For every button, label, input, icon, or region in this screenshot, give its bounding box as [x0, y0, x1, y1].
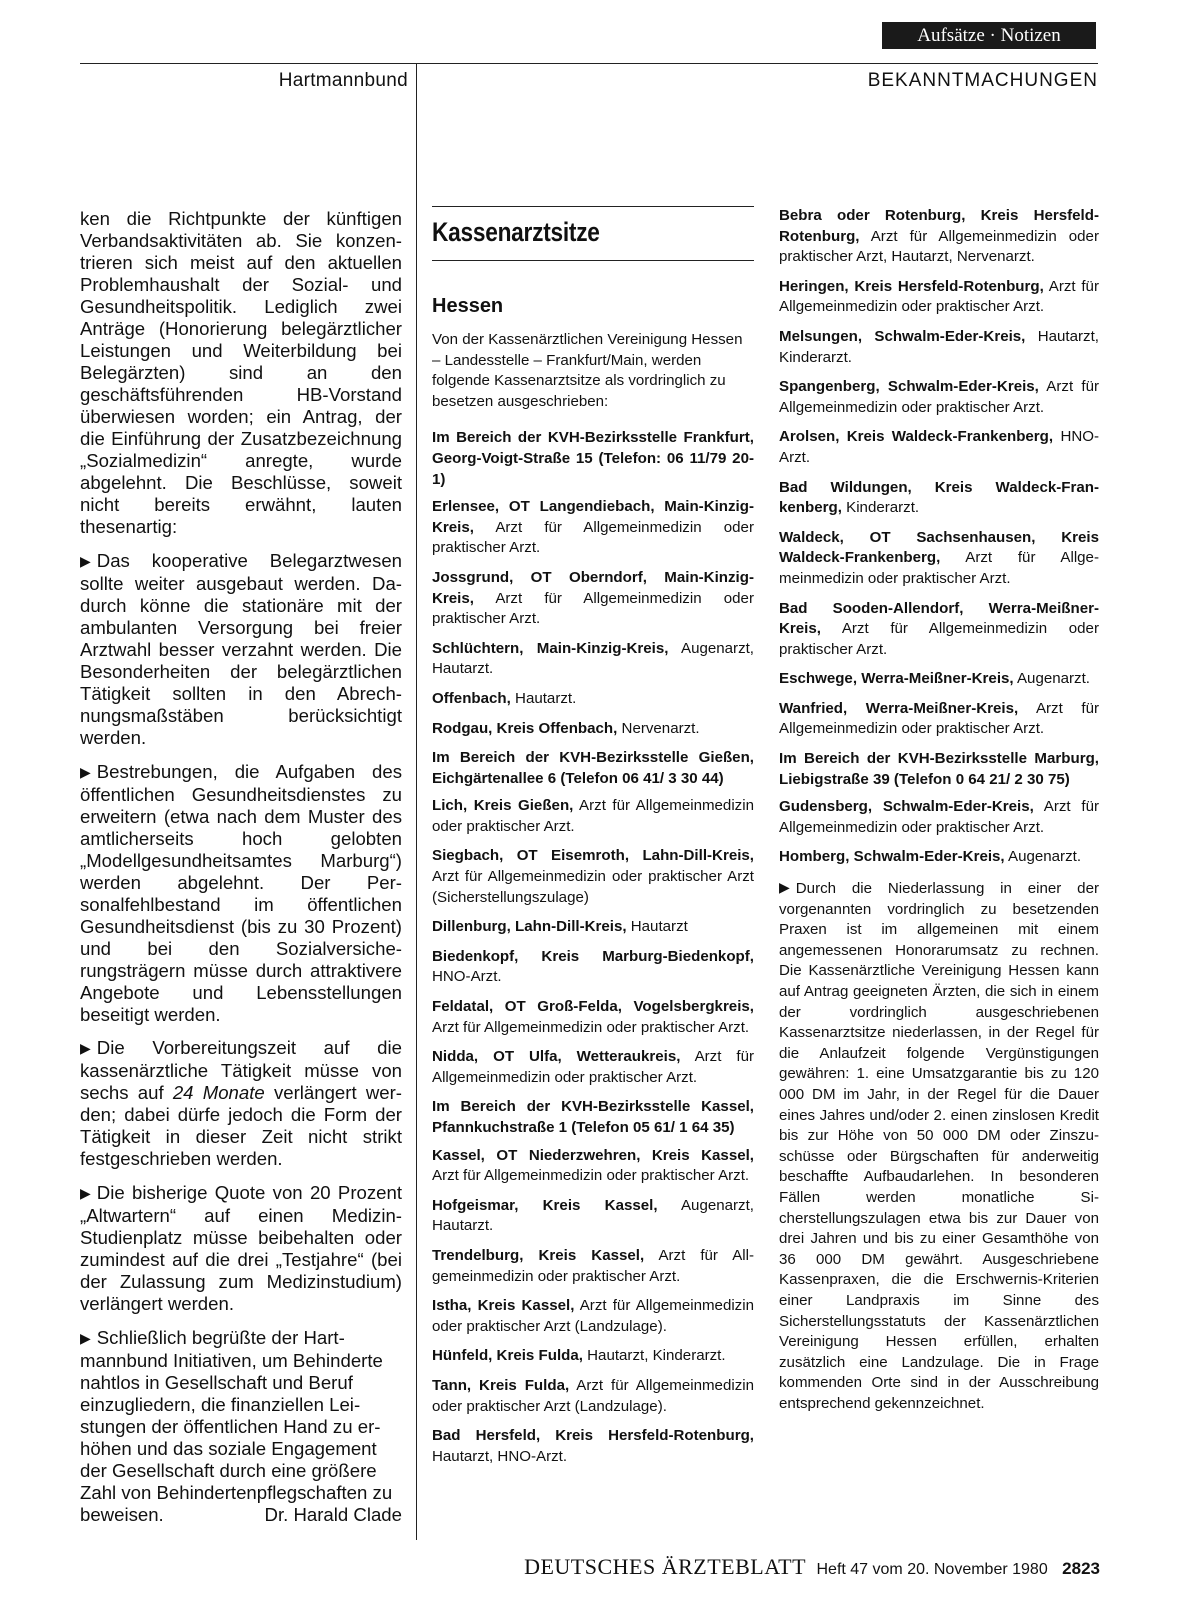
- listing-title: Kassenarztsitze: [432, 217, 600, 247]
- entry-place: Hünfeld, Kreis Fulda,: [432, 1347, 583, 1365]
- emphasis: 24 Monate: [172, 1082, 265, 1104]
- district-heading: Im Bereich der KVH-Bezirksstelle Marburg, Liebigstraße 39 (Telefon 0 64 21/ 2 30 75): [779, 750, 1099, 788]
- entry-list: [432, 796, 754, 1088]
- listing-entry: [432, 1146, 754, 1187]
- entry-place: Biedenkopf, Kreis Marburg-Biedenkopf,: [432, 947, 754, 965]
- listing-entry: [432, 1346, 754, 1367]
- listing-entry: [432, 719, 754, 740]
- entry-specialty: Arzt für Allgemeinmedizin oder praktischer Arzt.: [432, 1167, 750, 1185]
- district-heading: Im Bereich der KVH-Bezirksstelle Frankfurt, Georg-Voigt-Straße 15 (Telefon: 06 11/79 20-1): [432, 429, 754, 488]
- listing-entry: [432, 846, 754, 908]
- listing-intro: Von der Kassenärztlichen Vereinigung Hessen – Landesstelle – Frankfurt/Main, werden folgende Kassenarztsitze als vordringlich zu besetzen ausgeschrieben:: [432, 331, 743, 410]
- listing-entry: [779, 528, 1099, 590]
- entry-place: Waldeck, OT Sachsenhausen, Kreis Waldeck-Frankenberg,: [779, 528, 1099, 567]
- triangle-bullet-icon: ▶: [80, 1185, 91, 1202]
- entry-specialty: HNO-Arzt.: [779, 428, 1100, 466]
- entry-specialty: Hautarzt, Kinderarzt.: [779, 327, 1099, 366]
- title-rule-top: [432, 206, 754, 207]
- column-divider: [416, 63, 417, 1540]
- journal-name: DEUTSCHES ÄRZTEBLATT: [524, 1554, 807, 1579]
- district-heading: Im Bereich der KVH-Bezirksstelle Kassel, Pfannkuchstraße 1 (Telefon 05 61/ 1 64 35): [432, 1098, 754, 1136]
- listing-entry: [779, 699, 1099, 740]
- listing-entry: [779, 327, 1099, 368]
- page-number: 2823: [1062, 1559, 1100, 1578]
- entry-specialty: Hautarzt.: [515, 689, 577, 707]
- entry-place: Heringen, Kreis Hersfeld-Rotenburg,: [779, 277, 1044, 295]
- listing-entry: [432, 568, 754, 630]
- entry-specialty: Arzt für Allgemeinmedizin oder praktischer Arzt.: [432, 589, 754, 628]
- triangle-bullet-icon: ▶: [80, 1329, 91, 1346]
- entry-specialty: Arzt für Allgemeinmedizin oder praktischer Arzt.: [779, 378, 1099, 416]
- entry-list: [432, 497, 754, 739]
- listing-entry: [779, 599, 1099, 661]
- entry-place: Kassel, OT Niederzwehren, Kreis Kassel,: [432, 1146, 754, 1164]
- entry-specialty: Arzt für Allgemeinmedizin oder praktischer Arzt.: [779, 798, 1099, 836]
- entry-place: Feldatal, OT Groß-Felda, Vogelsbergkreis,: [432, 998, 754, 1016]
- entry-place: Dillenburg, Lahn-Dill-Kreis,: [432, 918, 627, 936]
- listing-entry: [779, 377, 1099, 418]
- entry-place: Bebra oder Rotenburg, Kreis Hersfeld-Rotenburg,: [779, 207, 1099, 245]
- page-footer: [420, 1554, 1100, 1580]
- listing-column-2: [779, 206, 1099, 1423]
- triangle-bullet-icon: ▶: [80, 763, 91, 780]
- entry-place: Bad Hersfeld, Kreis Hersfeld-Rotenburg,: [432, 1427, 754, 1445]
- entry-place: Bad Sooden-Allendorf, Werra-Meißner-Kreis,: [779, 599, 1099, 638]
- listing-entry: [432, 796, 754, 837]
- article-paragraph: ▶ Die Vorbereitungszeit auf die kassenärztliche Tätigkeit müsse von sechs auf 24 Monate verlängert werden; dabei dürfe jedoch die Form der Tätigkeit in dieser Zeit nicht strikt festgeschrieben werden.: [80, 1037, 402, 1170]
- header-rule: [80, 63, 1098, 64]
- entry-specialty: Arzt für Allgemeinmedizin oder praktischer Arzt.: [432, 1048, 754, 1086]
- entry-place: Wanfried, Werra-Meißner-Kreis,: [779, 699, 1019, 717]
- entry-place: Lich, Kreis Gießen,: [432, 797, 574, 815]
- entry-place: Rodgau, Kreis Offenbach,: [432, 719, 618, 737]
- author-signature: Dr. Harald Clade: [264, 1503, 402, 1525]
- listing-entry: [779, 427, 1099, 468]
- entry-place: Gudensberg, Schwalm-Eder-Kreis,: [779, 798, 1034, 816]
- entry-place: Erlensee, OT Langendiebach, Main-Kinzig-Kreis,: [432, 498, 754, 536]
- state-heading: Hessen: [432, 295, 504, 317]
- listing-entry: [432, 1246, 754, 1287]
- entry-place: Tann, Kreis Fulda,: [432, 1376, 570, 1394]
- entry-specialty: Arzt für Allgemeinmedizin oder praktischer Arzt, Hautarzt, Nervenarzt.: [779, 227, 1099, 266]
- article-paragraph: ken die Richtpunkte der künftigen Verbandsaktivitäten ab. Sie konzentrieren sich meist auf den aktuellen Problemhaushalt der Sozial- und Gesundheitspolitik. Lediglich zwei Anträge (Honorierung belegärztlicher Leistungen und Weiterbildung bei Belegärzten) sind an den geschäftsführenden HB-Vorstand überwiesen worden; ein Antrag, der die Einführung der Zusatzbezeichnung „Sozialmedizin“ anregte, wurde abgelehnt. Die Beschlüsse, soweit nicht bereits erwähnt, lauten thesenartig:: [80, 208, 402, 537]
- entry-specialty: Kinderarzt.: [846, 499, 920, 517]
- entry-place: Jossgrund, OT Oberndorf, Main-Kinzig-Kreis,: [432, 568, 754, 607]
- triangle-bullet-icon: ▶: [80, 1040, 91, 1057]
- entry-place: Nidda, OT Ulfa, Wetteraukreis,: [432, 1048, 681, 1066]
- listing-entry: [779, 206, 1099, 268]
- entry-specialty: Augenarzt.: [1016, 670, 1090, 688]
- closing-paragraph: ▶ Durch die Niederlassung in einer der vorgenannten vordringlich zu besetzenden Praxen ist im allgemeinen mit einem angemessenen Honorarumsatz zu rechnen. Die Kassenärztliche Vereinigung Hessen kann auf Antrag geeigneten Ärzten, die sich in einem der vordringlich ausgeschriebenen Kassenarztsitze niederlassen, in der Regel für die Anlaufzeit folgende Vergünstigungen gewähren: 1. eine Umsatzgarantie bis zu 120 000 DM im Jahr, in der Regel für die Dauer eines Jahres und/oder 2. einen zinslosen Kredit bis zur Höhe von 50 000 DM oder Zinszuschüsse oder Bürgschaften für anderweitig beschaffte Aufbaudarlehen. In besonderen Fällen werden monatliche Sicherstellungszulagen etwa bis zur Dauer von drei Jahren und bis zu einer Gesamthöhe von 36 000 DM gewährt. Ausgeschriebene Kassenpraxen, die die Erschwernis-Kriterien einer Landpraxis im Sinne des Sicherstellungsstatuts der Kassenärztlichen Vereinigung Hessen erfüllen, erhalten zusätzlich eine Landzulage. Die in Frage kommenden Orte sind in der Ausschreibung entsprechend gekennzeichnet.: [779, 879, 1099, 1412]
- entry-specialty: Arzt für Allgemeinmedizin oder praktischer Arzt (Landzulage).: [432, 1297, 754, 1335]
- listing-entry: [432, 1376, 754, 1417]
- entry-specialty: Arzt für Allgemeinmedizin oder praktischer Arzt.: [779, 277, 1099, 316]
- listing-entry: [432, 917, 754, 938]
- entry-list: [432, 1146, 754, 1468]
- triangle-bullet-icon: ▶: [80, 552, 91, 569]
- listing-entry: [432, 639, 754, 680]
- section-tag: Aufsätze · Notizen: [882, 22, 1096, 49]
- entry-list: [779, 206, 1099, 740]
- entry-specialty: Arzt für Allgemeinmedizin oder praktischer Arzt.: [432, 1246, 755, 1285]
- district-heading: Im Bereich der KVH-Bezirksstelle Gießen, Eichgärtenallee 6 (Telefon 06 41/ 3 30 44): [432, 749, 754, 787]
- entry-specialty: Arzt für Allgemeinmedizin oder praktischer Arzt.: [779, 549, 1099, 587]
- entry-specialty: Augenarzt, Hautarzt.: [432, 639, 754, 678]
- entry-place: Melsungen, Schwalm-Eder-Kreis,: [779, 327, 1026, 345]
- triangle-bullet-icon: ▶: [779, 879, 790, 896]
- listing-entry: [432, 997, 754, 1038]
- article-paragraph: ▶ Schließlich begrüßte der Hartmannbund Initiativen, um Behinderte nahtlos in Gesellschaft und Beruf einzugliedern, die finanziellen Leistungen der öffentlichen Hand zu erhöhen und das soziale Engagement der Gesellschaft durch eine größere Zahl von Behindertenpflegschaften zu beweisen. Dr. Harald Clade: [80, 1326, 402, 1525]
- entry-place: Siegbach, OT Eisemroth, Lahn-Dill-Kreis,: [432, 847, 754, 865]
- entry-list: [779, 797, 1099, 868]
- entry-specialty: Arzt für Allgemeinmedizin oder praktischer Arzt (Landzulage).: [432, 1376, 754, 1415]
- listing-entry: [779, 847, 1099, 868]
- listing-entry: [779, 478, 1099, 519]
- listing-entry: [432, 947, 754, 988]
- listing-entry: [432, 1296, 754, 1337]
- article-paragraph: ▶ Die bisherige Quote von 20 Prozent „Altwartern“ auf einen Medizin-Studienplatz müsse beibehalten oder zumindest auf die drei „Testjahre“ (bei der Zulassung zum Medizinstudium) verlängert werden.: [80, 1182, 402, 1315]
- entry-specialty: Arzt für Allgemeinmedizin oder praktischer Arzt (Sicherstellungszulage): [432, 868, 754, 906]
- entry-specialty: Augenarzt, Hautarzt.: [432, 1196, 754, 1235]
- entry-specialty: Nervenarzt.: [621, 719, 700, 737]
- entry-specialty: Arzt für Allgemeinmedizin oder praktischer Arzt.: [432, 797, 754, 835]
- header-left: Hartmannbund: [278, 70, 408, 91]
- listing-entry: [432, 1196, 754, 1237]
- entry-specialty: Hautarzt: [630, 918, 688, 936]
- entry-specialty: HNO-Arzt.: [432, 968, 502, 986]
- entry-place: Bad Wildungen, Kreis Waldeck-Frankenberg,: [779, 478, 1099, 517]
- listing-entry: [432, 1047, 754, 1088]
- entry-specialty: Hautarzt, HNO-Arzt.: [432, 1447, 568, 1465]
- entry-place: Spangenberg, Schwalm-Eder-Kreis,: [779, 378, 1039, 396]
- listing-column-1: [432, 206, 754, 1476]
- entry-place: Hofgeismar, Kreis Kassel,: [432, 1196, 658, 1214]
- entry-place: Schlüchtern, Main-Kinzig-Kreis,: [432, 639, 669, 657]
- entry-specialty: Arzt für Allgemeinmedizin oder praktischer Arzt.: [779, 699, 1099, 738]
- entry-place: Trendelburg, Kreis Kassel,: [432, 1246, 645, 1264]
- entry-place: Eschwege, Werra-Meißner-Kreis,: [779, 670, 1014, 688]
- title-rule-bottom: [432, 260, 754, 261]
- entry-specialty: Arzt für Allgemeinmedizin oder praktischer Arzt.: [432, 518, 754, 557]
- issue-info: Heft 47 vom 20. November 1980: [816, 1561, 1048, 1578]
- entry-specialty: Arzt für Allgemeinmedizin oder praktischer Arzt.: [432, 1018, 750, 1036]
- listing-entry: [779, 797, 1099, 838]
- entry-place: Offenbach,: [432, 689, 511, 707]
- article-paragraph: ▶ Bestrebungen, die Aufgaben des öffentlichen Gesundheitsdienstes zu erweitern (etwa nach dem Muster des amtlicherseits hoch gelobten „Modellgesundheitsamtes Marburg“) werden abgelehnt. Der Personalfehlbestand im öffentlichen Gesundheitsdienst (bis zu 30 Prozent) und bei den Sozialversicherungsträgern müsse durch attraktivere Angebote und Lebensstellungen beseitigt werden.: [80, 760, 402, 1025]
- listing-entry: [432, 689, 754, 710]
- listing-entry: [779, 277, 1099, 318]
- entry-place: Istha, Kreis Kassel,: [432, 1297, 575, 1315]
- listing-entry: [432, 497, 754, 559]
- header-right: BEKANNTMACHUNGEN: [867, 70, 1098, 91]
- entry-place: Homberg, Schwalm-Eder-Kreis,: [779, 848, 1005, 866]
- listing-entry: [779, 669, 1099, 690]
- listing-entry: [432, 1426, 754, 1467]
- article-column: [80, 208, 402, 1538]
- article-paragraph: ▶ Das kooperative Belegarztwesen sollte weiter ausgebaut werden. Dadurch könne die stationäre mit der ambulanten Versorgung bei freier Arztwahl besser verzahnt werden. Die Besonderheiten der belegärztlichen Tätigkeit sollten in den Abrechnungsmaßstäben berücksichtigt werden.: [80, 549, 402, 748]
- entry-specialty: Arzt für Allgemeinmedizin oder praktischer Arzt.: [779, 620, 1099, 658]
- entry-specialty: Augenarzt.: [1008, 848, 1082, 866]
- entry-specialty: Hautarzt, Kinderarzt.: [587, 1347, 726, 1365]
- entry-place: Arolsen, Kreis Waldeck-Frankenberg,: [779, 428, 1054, 446]
